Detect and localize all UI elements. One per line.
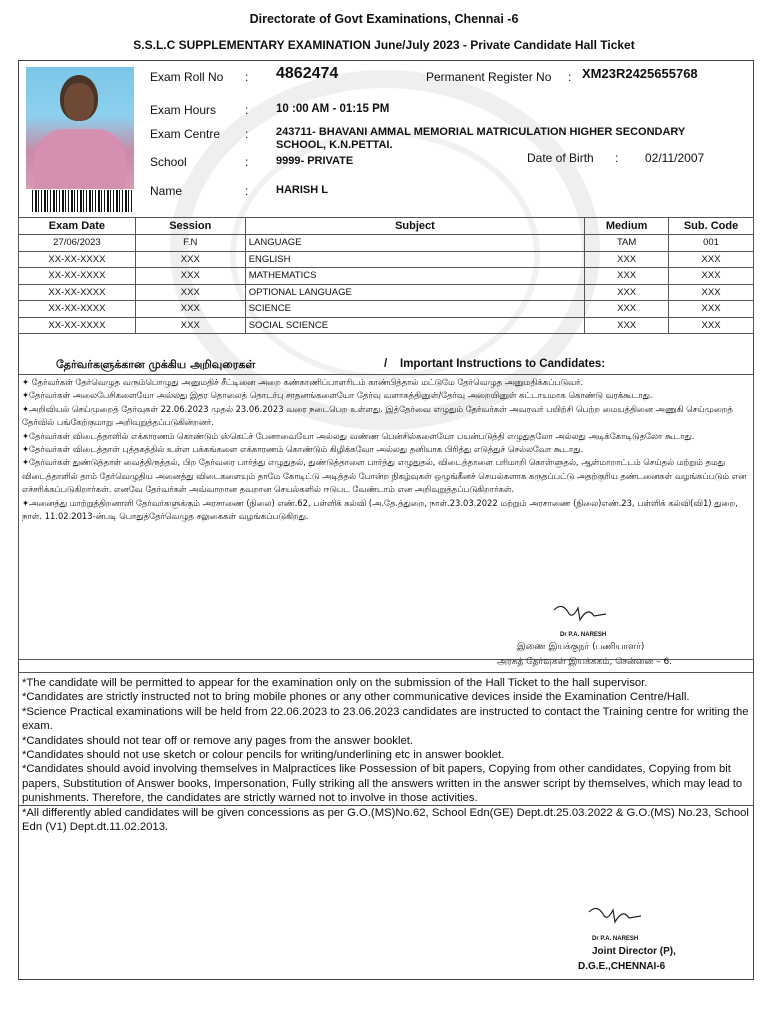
cell-code: XXX xyxy=(669,317,754,334)
directorate-title: Directorate of Govt Examinations, Chennai -6 xyxy=(249,12,519,26)
english-instruction: *Science Practical examinations will be held from 22.06.2023 to 23.06.2023 candidates are instructed to contact the Training centre for writing the exam. xyxy=(22,705,749,733)
colon: : xyxy=(615,151,619,165)
roll-label: Exam Roll No xyxy=(150,70,224,84)
table-row xyxy=(19,268,754,285)
cell-date: XX-XX-XXXX xyxy=(19,251,136,268)
signature-mark-2 xyxy=(585,902,645,932)
signatory-name-2: Dr P.A. NARESH xyxy=(592,936,639,942)
cell-medium: XXX xyxy=(585,301,669,318)
barcode xyxy=(32,190,132,212)
cell-medium: XXX xyxy=(585,284,669,301)
cell-medium: TAM xyxy=(585,235,669,252)
cell-session: F.N xyxy=(135,235,245,252)
cell-medium: XXX xyxy=(585,317,669,334)
cell-subject: OPTIONAL LANGUAGE xyxy=(245,284,584,301)
register-label: Permanent Register No xyxy=(426,70,552,84)
table-row xyxy=(19,301,754,318)
colon: : xyxy=(245,103,249,117)
cell-medium: XXX xyxy=(585,268,669,285)
dob-value: 02/11/2007 xyxy=(645,151,705,165)
register-value: XM23R2425655768 xyxy=(582,66,698,81)
signature-mark-1 xyxy=(550,600,610,630)
name-value: HARISH L xyxy=(276,184,328,196)
cell-session: XXX xyxy=(135,251,245,268)
cell-code: 001 xyxy=(669,235,754,252)
cell-session: XXX xyxy=(135,268,245,285)
school-value: 9999- PRIVATE xyxy=(276,155,354,167)
cell-date: XX-XX-XXXX xyxy=(19,301,136,318)
cell-subject: SOCIAL SCIENCE xyxy=(245,317,584,334)
hall-ticket-title: S.S.L.C SUPPLEMENTARY EXAMINATION June/July 2023 - Private Candidate Hall Ticket xyxy=(133,38,635,52)
tamil-instruction: ✦தேர்வர்கள் அலைபேசிகளையோ அல்லது இதர தொலைத் தொடர்பு சாதனங்களையோ தேர்வு வளாகத்தினுள்/தேர்வு அறையினுள் கட்டாயமாக கொண்டு வரக்கூடாது. xyxy=(22,390,653,401)
school-label: School xyxy=(150,155,187,169)
english-instructions xyxy=(22,676,750,834)
cell-code: XXX xyxy=(669,284,754,301)
dob-label: Date of Birth xyxy=(527,151,594,165)
cell-date: XX-XX-XXXX xyxy=(19,284,136,301)
signatory-title-1: Joint Director (P), xyxy=(592,946,676,957)
cell-date: 27/06/2023 xyxy=(19,235,136,252)
centre-value: 243711- BHAVANI AMMAL MEMORIAL MATRICULATION HIGHER SECONDARY SCHOOL, K.N.PETTAI. xyxy=(276,126,686,151)
cell-session: XXX xyxy=(135,301,245,318)
english-instruction: *Candidates should not tear off or remove any pages from the answer booklet. xyxy=(22,734,414,747)
subject-table xyxy=(18,217,754,334)
table-row xyxy=(19,251,754,268)
table-row xyxy=(19,284,754,301)
signatory-title-2: D.G.E.,CHENNAI-6 xyxy=(578,961,666,972)
col-sub-code: Sub. Code xyxy=(669,218,754,235)
signatory-title-ta-2: அரசுத் தேர்வுகள் இயக்ககம், சென்னை – 6. xyxy=(497,657,673,667)
roll-value: 4862474 xyxy=(276,65,339,82)
cell-subject: LANGUAGE xyxy=(245,235,584,252)
tamil-instruction: ✦தேர்வர்கள் துண்டுத்தாள் வைத்திருத்தல், பிற தேர்வரை பார்த்து எழுதுதல், துண்டுத்தாளை பார்த்து எழுதுதல், விடைத்தாளை பரிமாறி கொள்ளுதல், ஆள்மாறாட்டம் செய்தல் மற்றும் தமது விடைத்தாளில் தாம் தேர்வெழுதிய அனைத்து விடைகளையும் தாமே கோடிட்டு அடித்தல் போன்ற நிகழ்வுகள் ஒழுங்கீனச் செயல்களாக கருதப்பட்டு அதற்குரிய தண்டனைகள் வழங்கப்படும் என எச்சரிக்கப்படுகிறார்கள். எனவே தேர்வர்கள் அவ்வாறான தவறான செயல்களில் ஈடுபட வேண்டாம் என அறிவுறுத்தப்படுகிறார்கள். xyxy=(22,457,747,495)
english-instruction: *All differently abled candidates will be given concessions as per G.O.(MS)No.62, School Edn(GE) Dept.dt.25.03.2022 & G.O.(MS) No.23, School Edn (V1) Dept.dt.11.02.2013. xyxy=(22,806,749,834)
col-exam-date: Exam Date xyxy=(19,218,136,235)
tamil-instructions xyxy=(22,376,750,523)
hours-label: Exam Hours xyxy=(150,103,217,117)
cell-date: XX-XX-XXXX xyxy=(19,317,136,334)
cell-code: XXX xyxy=(669,251,754,268)
tamil-instruction: ✦அறிவியல் செய்முறைத் தேர்வுகள் 22.06.2023 முதல் 23.06.2023 வரை நடைபெற உள்ளது. இத்தேர்வை எழுதும் தேர்வர்கள் அவரவர் பயிற்சி பெற்ற மையத்தினை அணுகி செய்முறைத் தேர்வில் பங்கேற்குமாறு அறிவுறுத்தப்படுகின்றனர். xyxy=(22,403,733,428)
signatory-title-ta-1: இணை இயக்குநர் (பணியாளர்) xyxy=(517,642,645,652)
cell-session: XXX xyxy=(135,317,245,334)
tamil-instruction: ✦தேர்வர்கள் விடைத்தாளில் எக்காரணம் கொண்டும் ஸ்கெட்ச் பேனாவையோ அல்லது வண்ண பென்சில்களையோ பயன்படுத்தி எழுதுதலோ அல்லது அடிக்கோடிடுதலோ கூடாது. xyxy=(22,430,695,441)
colon: : xyxy=(245,155,249,169)
colon: : xyxy=(568,70,572,84)
cell-session: XXX xyxy=(135,284,245,301)
col-session: Session xyxy=(135,218,245,235)
tamil-instruction: ✦அனைத்து மாற்றுத்திறனாளி தேர்வர்களுக்கும் அரசாணை (நிலை) எண்.62, பள்ளிக் கல்வி (அ.தே.த்துறை, நாள்.23.03.2022 மற்றும் அரசாணை (நிலை)எண்.23, பள்ளிக் கல்வி(வி1) துறை, நாள். 11.02.2013-ன்படி பொதுத்தேர்வெழுத சலுகைகள் வழங்கப்படுகிறது. xyxy=(22,497,738,522)
colon: : xyxy=(245,70,249,84)
tamil-instruction: ✦தேர்வர்கள் விடைத்தாள் புத்தகத்தில் உள்ள பக்கங்களை எக்காரணம் கொண்டும் கிழிக்கவோ அல்லது தனியாக பிரித்து எடுத்துச் செல்லவோ கூடாது. xyxy=(22,444,584,455)
table-header-row xyxy=(19,218,754,235)
cell-code: XXX xyxy=(669,268,754,285)
instructions-heading-tamil: தேர்வர்களுக்கான முக்கிய அறிவுரைகள் xyxy=(56,358,256,371)
english-instruction: *The candidate will be permitted to appear for the examination only on the submission of the Hall Ticket to the hall supervisor. xyxy=(22,677,648,689)
cell-subject: SCIENCE xyxy=(245,301,584,318)
table-row xyxy=(19,317,754,334)
english-instruction: *Candidates should avoid involving themselves in Malpractices like Possession of bit papers, Copying from other candidates, Copying from bit papers, Substitution of Answer books, Impersonation, Fully striking all the answers written in the answer script by themselves, which may lead to punishments. Therefore, the candidates are strictly warned not to involve in those activities. xyxy=(22,763,743,805)
hours-value: 10 :00 AM - 01:15 PM xyxy=(276,103,390,115)
tamil-instruction: ✦ தேர்வர்கள் தேர்வெழுத வரும்பொழுது அனுமதிச் சீட்டினை அறை கண்காணிப்பாளரிடம் காண்பித்தால் மட்டுமே தேர்வெழுத அனுமதிக்கப்படுவர். xyxy=(22,377,584,387)
cell-subject: MATHEMATICS xyxy=(245,268,584,285)
heading-separator: / xyxy=(384,358,388,370)
signatory-name-1: Dr P.A. NARESH xyxy=(560,632,607,638)
cell-code: XXX xyxy=(669,301,754,318)
candidate-photo xyxy=(26,67,134,189)
centre-label: Exam Centre xyxy=(150,127,221,141)
colon: : xyxy=(245,184,249,198)
instructions-heading-english: Important Instructions to Candidates: xyxy=(400,358,606,370)
col-medium: Medium xyxy=(585,218,669,235)
col-subject: Subject xyxy=(245,218,584,235)
name-label: Name xyxy=(150,184,183,198)
english-instruction: *Candidates should not use sketch or colour pencils for writing/underlining etc in answer booklet. xyxy=(22,749,505,762)
table-row xyxy=(19,235,754,252)
cell-date: XX-XX-XXXX xyxy=(19,268,136,285)
english-instruction: *Candidates are strictly instructed not to bring mobile phones or any other communicative devices inside the Examination Centre/Hall. xyxy=(22,691,690,704)
cell-subject: ENGLISH xyxy=(245,251,584,268)
colon: : xyxy=(245,127,249,141)
cell-medium: XXX xyxy=(585,251,669,268)
